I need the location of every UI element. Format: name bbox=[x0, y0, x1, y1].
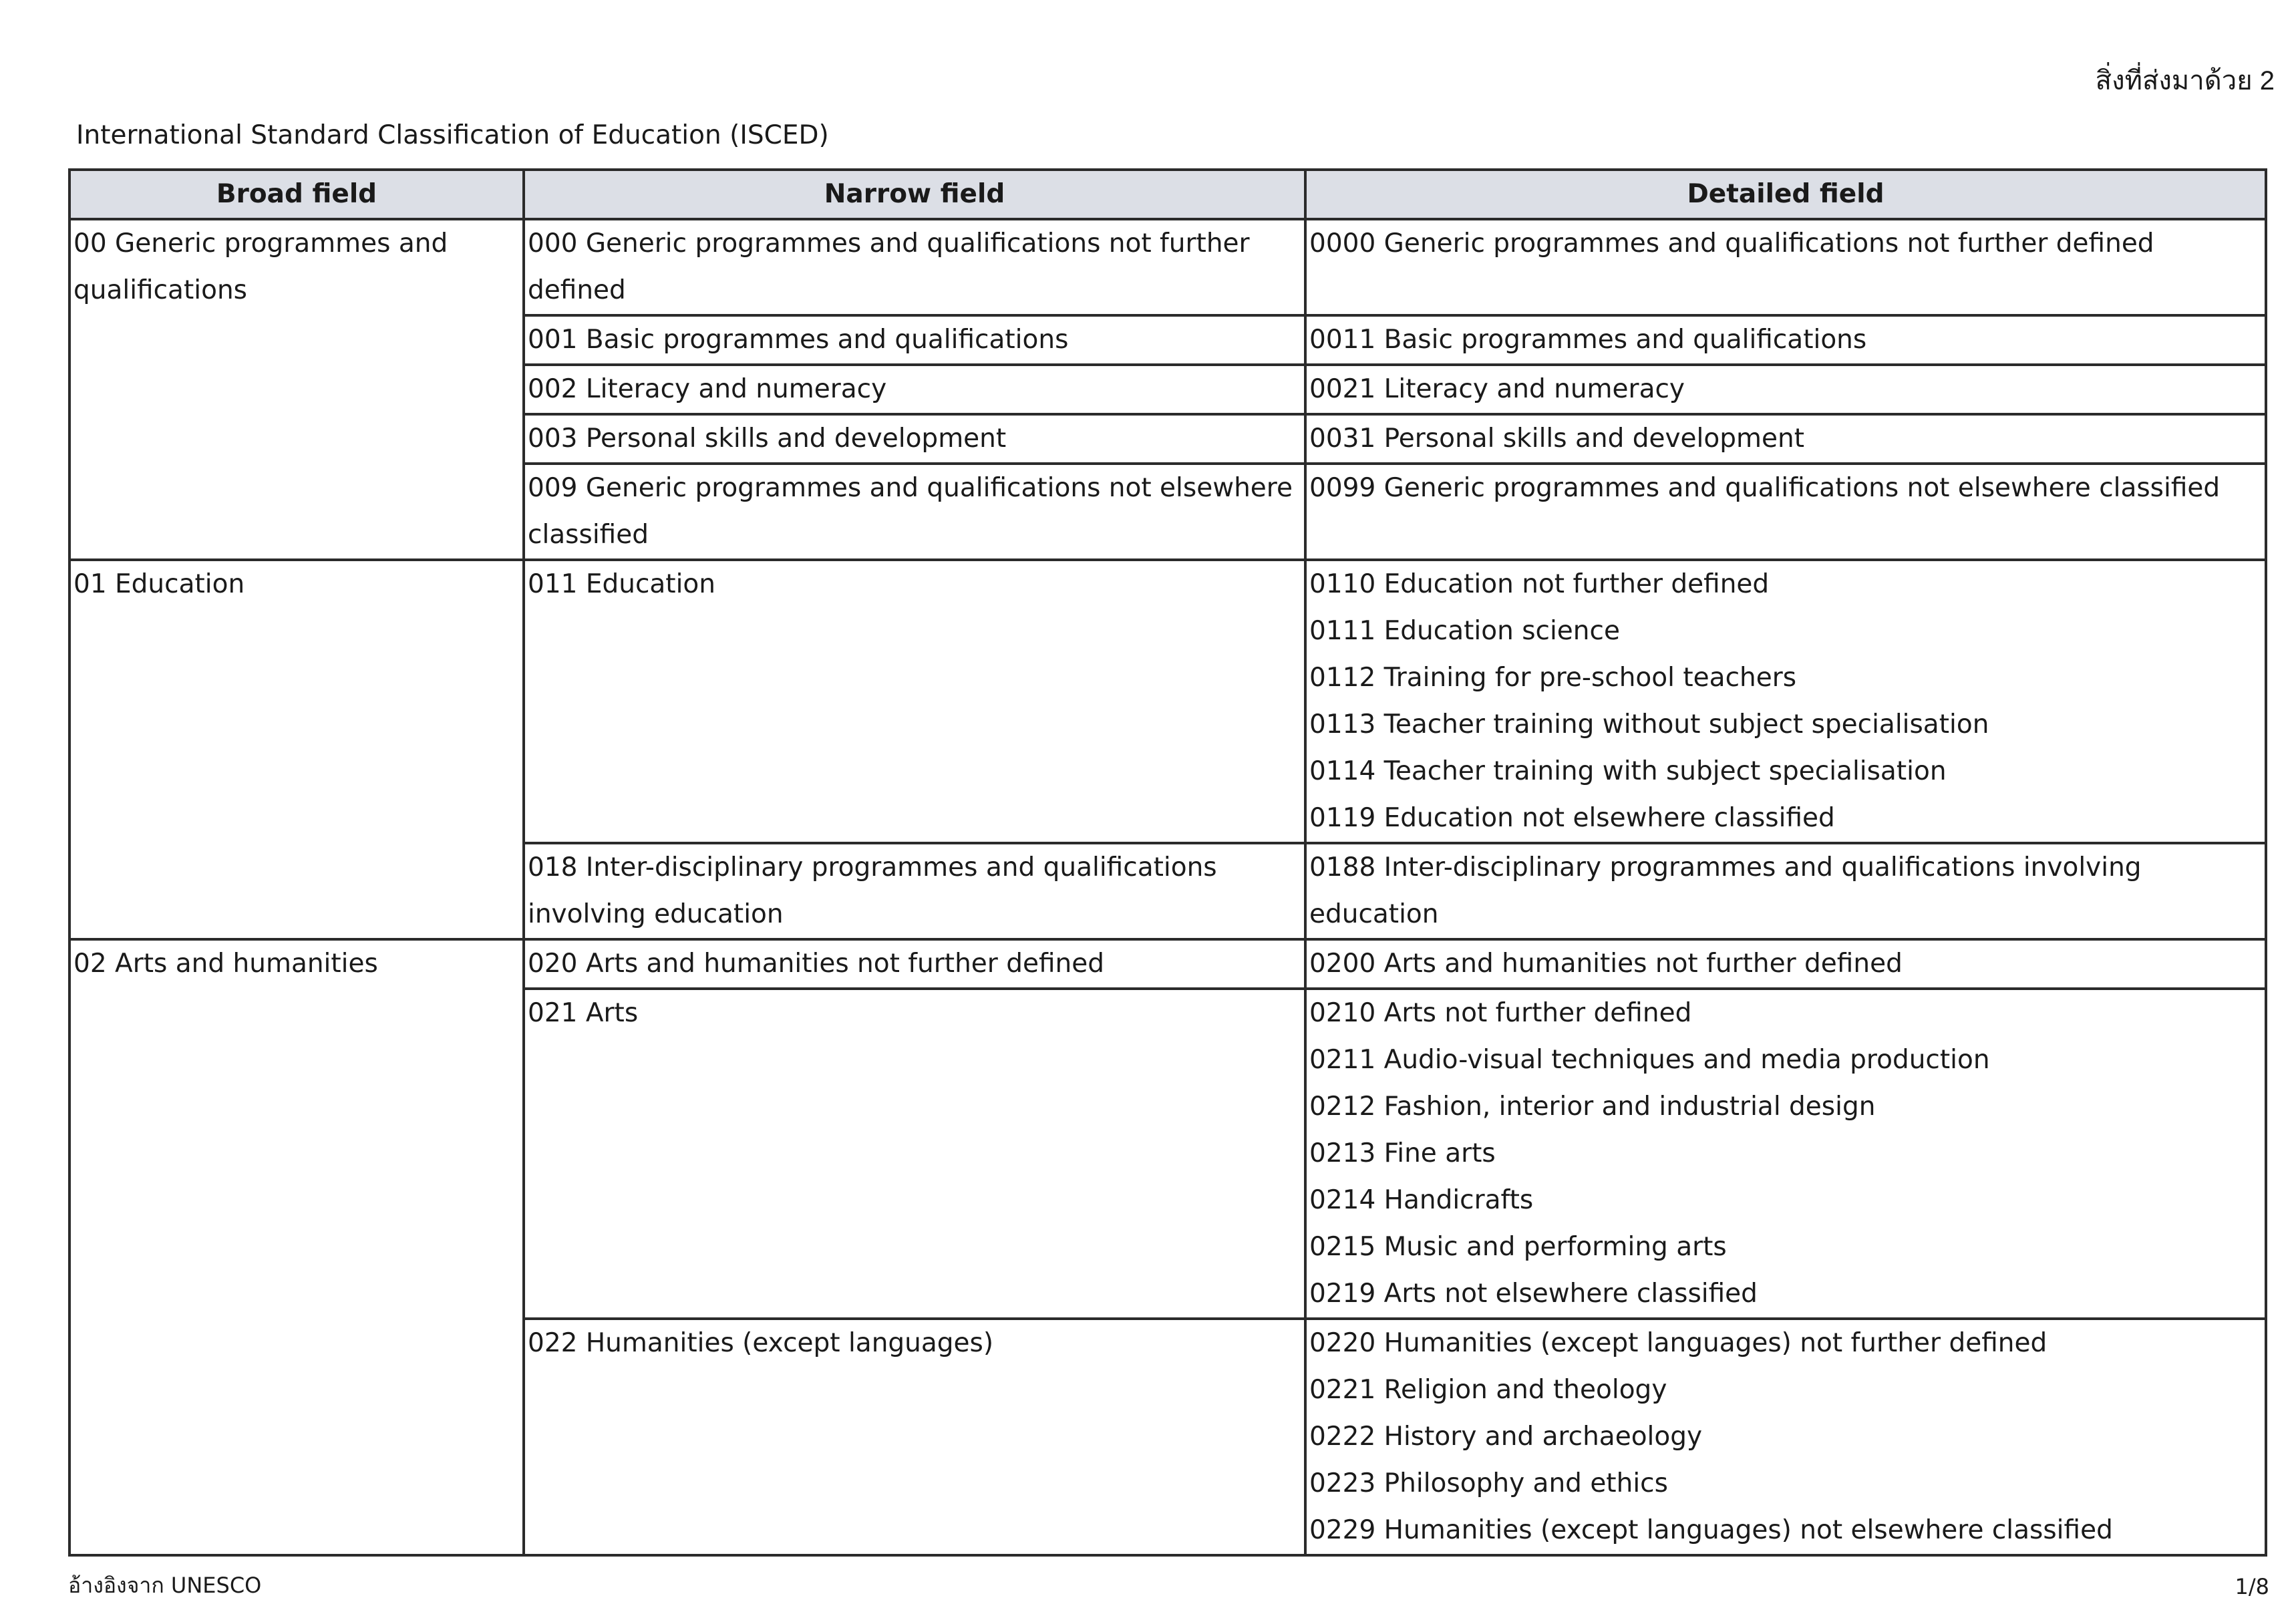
detailed-field-cell bbox=[1305, 365, 2266, 414]
detailed-field-item: 0021 Literacy and numeracy bbox=[1309, 374, 1685, 404]
broad-field-cell: 02 Arts and humanities bbox=[69, 939, 524, 1555]
detailed-field-item: 0200 Arts and humanities not further defined bbox=[1309, 949, 1903, 979]
detailed-field-cell bbox=[1305, 219, 2266, 315]
detailed-field-item: 0223 Philosophy and ethics bbox=[1309, 1468, 1668, 1498]
detailed-field-item: 0222 History and archaeology bbox=[1309, 1422, 1703, 1452]
narrow-field-cell: 001 Basic programmes and qualifications bbox=[524, 315, 1305, 365]
detailed-field-cell bbox=[1305, 843, 2266, 939]
table-header-row bbox=[69, 170, 2266, 219]
isced-table bbox=[68, 168, 2267, 1557]
footer-reference: อ้างอิงจาก UNESCO bbox=[68, 1573, 262, 1598]
narrow-field-cell: 022 Humanities (except languages) bbox=[524, 1319, 1305, 1555]
header-broad-field: Broad field bbox=[69, 170, 524, 219]
table-row bbox=[69, 219, 2266, 315]
detailed-field-item: 0188 Inter-disciplinary programmes and qualifications involving education bbox=[1309, 852, 2142, 929]
narrow-field-cell: 009 Generic programmes and qualifications not elsewhere classified bbox=[524, 464, 1305, 560]
detailed-field-item: 0110 Education not further defined bbox=[1309, 569, 1770, 599]
narrow-field-cell: 003 Personal skills and development bbox=[524, 414, 1305, 464]
detailed-field-item: 0099 Generic programmes and qualifications not elsewhere classified bbox=[1309, 473, 2221, 503]
annex-label: สิ่งที่ส่งมาด้วย 2 bbox=[2095, 66, 2275, 96]
table-row bbox=[69, 939, 2266, 989]
narrow-field-cell: 011 Education bbox=[524, 560, 1305, 843]
detailed-field-item: 0214 Handicrafts bbox=[1309, 1185, 1534, 1215]
detailed-field-cell bbox=[1305, 989, 2266, 1319]
broad-field-cell: 01 Education bbox=[69, 560, 524, 939]
detailed-field-cell bbox=[1305, 1319, 2266, 1555]
detailed-field-item: 0229 Humanities (except languages) not elsewhere classified bbox=[1309, 1515, 2113, 1545]
narrow-field-cell: 002 Literacy and numeracy bbox=[524, 365, 1305, 414]
detailed-field-item: 0111 Education science bbox=[1309, 616, 1620, 646]
table-row bbox=[69, 560, 2266, 843]
detailed-field-item: 0210 Arts not further defined bbox=[1309, 998, 1692, 1028]
detailed-field-item: 0031 Personal skills and development bbox=[1309, 424, 1804, 454]
detailed-field-cell bbox=[1305, 414, 2266, 464]
detailed-field-cell bbox=[1305, 464, 2266, 560]
detailed-field-item: 0000 Generic programmes and qualifications not further defined bbox=[1309, 228, 2154, 259]
document-title: International Standard Classification of Education (ISCED) bbox=[76, 120, 829, 150]
page-number: 1/8 bbox=[2235, 1574, 2269, 1599]
narrow-field-cell: 020 Arts and humanities not further defined bbox=[524, 939, 1305, 989]
detailed-field-item: 0219 Arts not elsewhere classified bbox=[1309, 1279, 1758, 1309]
header-narrow-field: Narrow field bbox=[524, 170, 1305, 219]
detailed-field-item: 0011 Basic programmes and qualifications bbox=[1309, 325, 1867, 355]
narrow-field-cell: 000 Generic programmes and qualifications not further defined bbox=[524, 219, 1305, 315]
detailed-field-cell bbox=[1305, 939, 2266, 989]
header-detailed-field: Detailed field bbox=[1305, 170, 2266, 219]
detailed-field-cell bbox=[1305, 560, 2266, 843]
broad-field-cell: 00 Generic programmes and qualifications bbox=[69, 219, 524, 560]
narrow-field-cell: 018 Inter-disciplinary programmes and qualifications involving education bbox=[524, 843, 1305, 939]
detailed-field-item: 0211 Audio-visual techniques and media production bbox=[1309, 1045, 1990, 1075]
detailed-field-item: 0113 Teacher training without subject specialisation bbox=[1309, 709, 1989, 740]
detailed-field-item: 0212 Fashion, interior and industrial design bbox=[1309, 1092, 1876, 1122]
detailed-field-cell bbox=[1305, 315, 2266, 365]
detailed-field-item: 0119 Education not elsewhere classified bbox=[1309, 803, 1835, 833]
table-body bbox=[69, 219, 2266, 1555]
detailed-field-item: 0220 Humanities (except languages) not further defined bbox=[1309, 1328, 2047, 1358]
detailed-field-item: 0213 Fine arts bbox=[1309, 1138, 1496, 1168]
detailed-field-item: 0215 Music and performing arts bbox=[1309, 1232, 1727, 1262]
detailed-field-item: 0221 Religion and theology bbox=[1309, 1375, 1667, 1405]
detailed-field-item: 0112 Training for pre-school teachers bbox=[1309, 663, 1797, 693]
narrow-field-cell: 021 Arts bbox=[524, 989, 1305, 1319]
detailed-field-item: 0114 Teacher training with subject specialisation bbox=[1309, 756, 1947, 786]
